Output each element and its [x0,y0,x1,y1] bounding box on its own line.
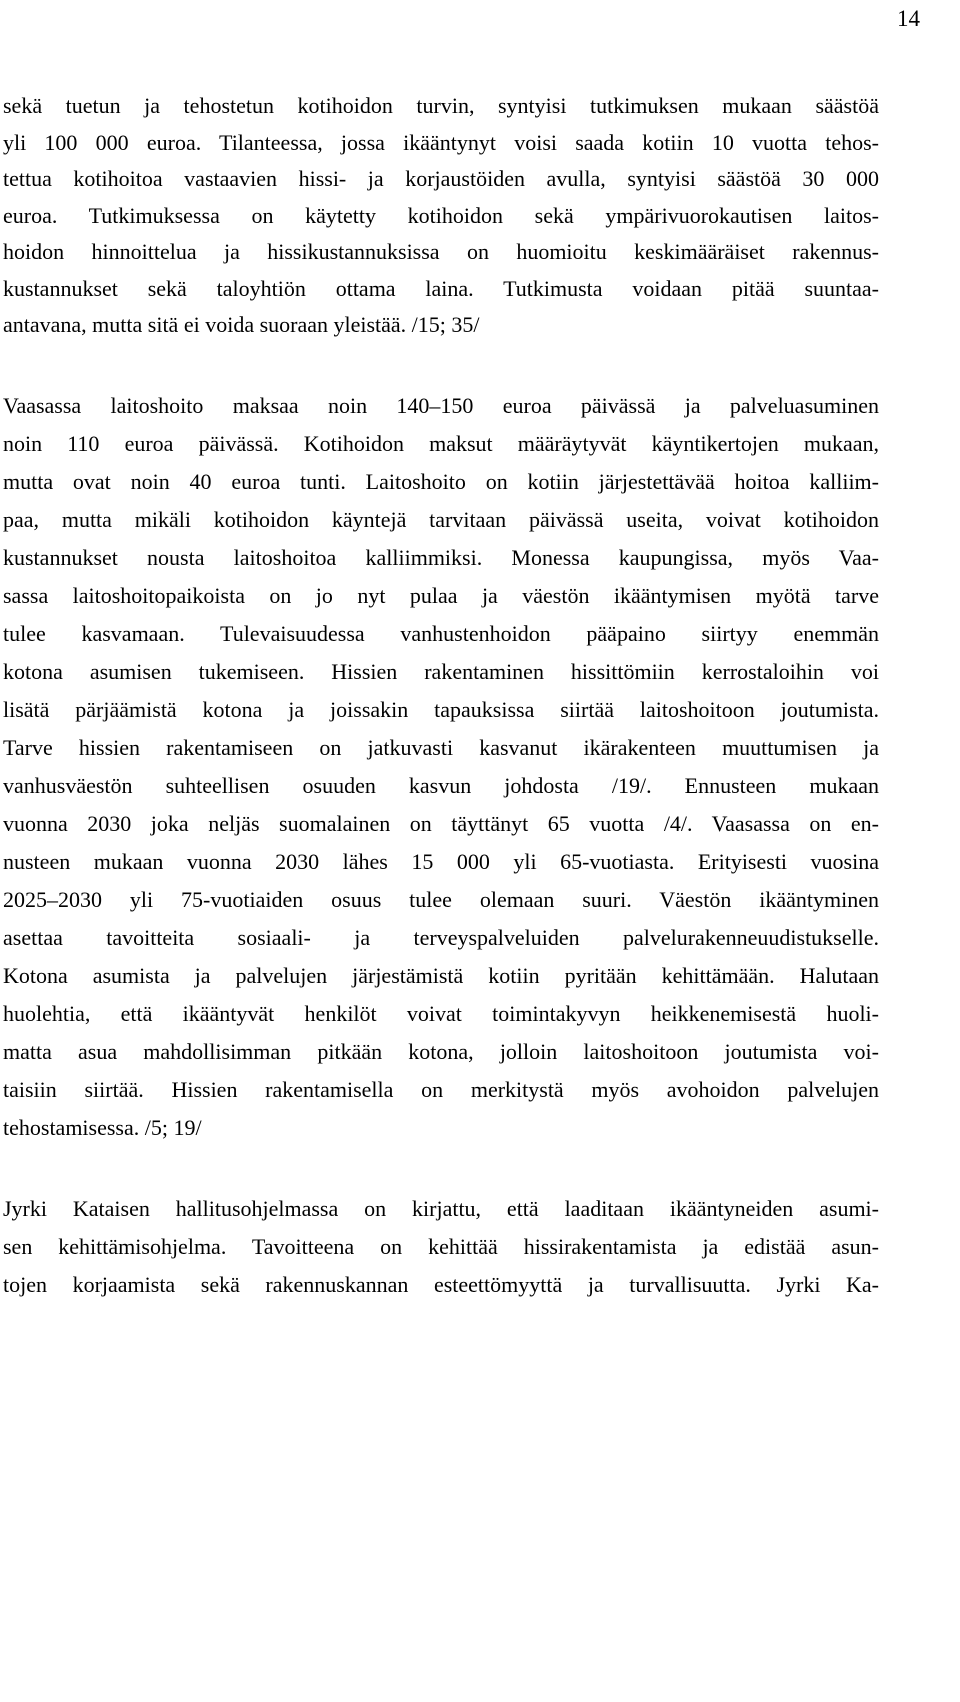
page-number: 14 [897,6,920,31]
text-line: mutta ovat noin 40 euroa tunti. Laitoshoito on kotiin järjestettävää hoitoa kalliim- [3,468,879,494]
text-line: 2025–2030 yli 75-vuotiaiden osuus tulee olemaan suuri. Väestön ikääntyminen [3,886,879,912]
text-line: yli 100 000 euroa. Tilanteessa, jossa ikääntynyt voisi saada kotiin 10 vuotta tehos- [3,129,879,155]
text-line: lisätä pärjäämistä kotona ja joissakin tapauksissa siirtää laitoshoitoon joutumista. [3,696,879,722]
text-line: huolehtia, että ikääntyvät henkilöt voivat toimintakyvyn heikkenemisestä huoli- [3,1000,879,1026]
paragraph-government-programme [3,1190,879,1304]
text-line: tettua kotihoitoa vastaavien hissi- ja korjaustöiden avulla, syntyisi säästöä 30 000 [3,166,879,191]
text-line: sekä tuetun ja tehostetun kotihoidon turvin, syntyisi tutkimuksen mukaan säästöä [3,93,879,118]
text-line: Vaasassa laitoshoito maksaa noin 140–150 euroa päivässä ja palveluasuminen [3,392,879,418]
text-line: tojen korjaamista sekä rakennuskannan esteettömyyttä ja turvallisuutta. Jyrki Ka- [3,1271,879,1297]
text-line: nusteen mukaan vuonna 2030 lähes 15 000 yli 65-vuotiasta. Erityisesti vuosina [3,848,879,874]
text-line: Tarve hissien rakentamiseen on jatkuvasti kasvanut ikärakenteen muuttumisen ja [3,734,879,760]
text-line: kustannukset sekä taloyhtiön ottama laina. Tutkimusta voidaan pitää suuntaa- [3,275,879,301]
text-line: sassa laitoshoitopaikoista on jo nyt pulaa ja väestön ikääntymisen myötä tarve [3,582,879,608]
text-line: vuonna 2030 joka neljäs suomalainen on täyttänyt 65 vuotta /4/. Vaasassa on en- [3,810,879,836]
text-line: paa, mutta mikäli kotihoidon käyntejä tarvitaan päivässä useita, voivat kotihoidon [3,506,879,532]
text-line: vanhusväestön suhteellisen osuuden kasvun johdosta /19/. Ennusteen mukaan [3,772,879,798]
text-line: taisiin siirtää. Hissien rakentamisella on merkitystä myös avohoidon palvelujen [3,1076,879,1102]
text-line: noin 110 euroa päivässä. Kotihoidon maksut määräytyvät käyntikertojen mukaan, [3,430,879,456]
text-line: kustannukset nousta laitoshoitoa kalliimmiksi. Monessa kaupungissa, myös Vaa- [3,544,879,570]
paragraph-savings-study [3,88,879,344]
paragraph-vaasa-care-costs [3,387,879,1147]
text-line: hoidon hinnoittelua ja hissikustannuksissa on huomioitu keskimääräiset rakennus- [3,239,879,264]
text-line: kotona asumisen tukemiseen. Hissien rakentaminen hissittömiin kerrostaloihin voi [3,658,879,684]
text-line: Kotona asumista ja palvelujen järjestämistä kotiin pyritään kehittämään. Halutaan [3,962,879,988]
text-line: antavana, mutta sitä ei voida suoraan yleistää. /15; 35/ [3,312,480,337]
text-line: sen kehittämisohjelma. Tavoitteena on kehittää hissirakentamista ja edistää asun- [3,1233,879,1259]
text-line: matta asua mahdollisimman pitkään kotona, jolloin laitoshoitoon joutumista voi- [3,1038,879,1064]
text-line: tehostamisessa. /5; 19/ [3,1114,202,1140]
document-body [3,88,879,1304]
text-line: euroa. Tutkimuksessa on käytetty kotihoidon sekä ympärivuorokautisen laitos- [3,202,879,228]
text-line: tulee kasvamaan. Tulevaisuudessa vanhustenhoidon pääpaino siirtyy enemmän [3,620,879,646]
text-line: Jyrki Kataisen hallitusohjelmassa on kirjattu, että laaditaan ikääntyneiden asumi- [3,1195,879,1221]
text-line: asettaa tavoitteita sosiaali- ja terveyspalveluiden palvelurakenneuudistukselle. [3,924,879,950]
